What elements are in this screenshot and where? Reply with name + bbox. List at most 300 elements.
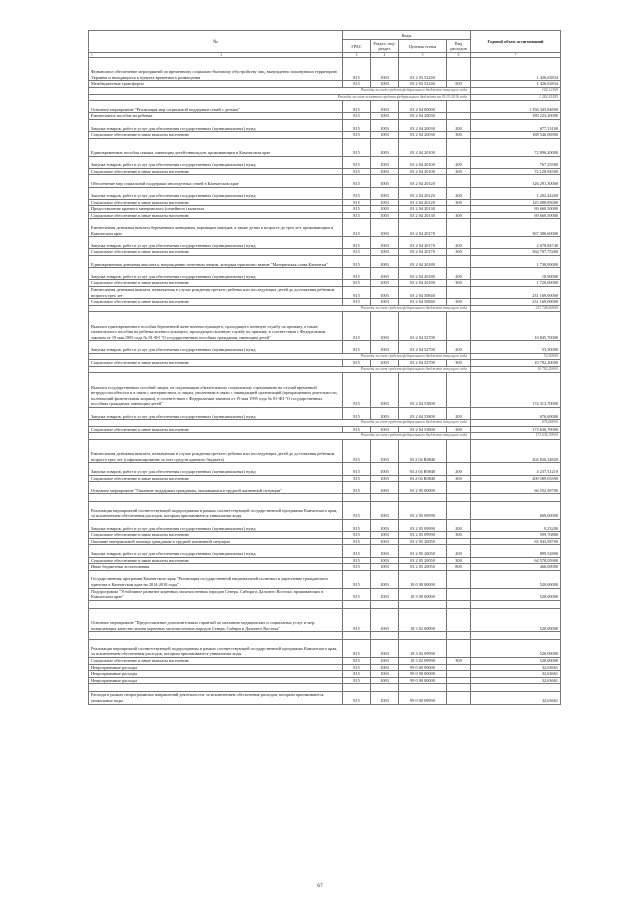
spacer-cell: [89, 684, 343, 692]
note-amount: 144,12369: [471, 87, 561, 94]
row-grbs: 815: [343, 212, 371, 219]
row-target: 03 2 04 50840: [399, 287, 447, 299]
colnum-4: 4: [371, 53, 399, 58]
row-amount: 466,00000: [471, 564, 561, 571]
row-amount: 9,23200: [471, 520, 561, 532]
row-amount: 126 291,30000: [471, 175, 561, 187]
row-target: 18 0 00 00000: [399, 570, 447, 588]
row-section: 1003: [371, 132, 399, 139]
spacer-cell: [343, 632, 371, 640]
row-amount: 520,00000: [471, 658, 561, 665]
row-target: 99 0 00 00000: [399, 671, 447, 678]
row-target: 03 2 03 52240: [399, 58, 447, 81]
row-section: 1003: [371, 538, 399, 545]
table-row: [89, 502, 561, 520]
table-row: [89, 692, 561, 704]
spacer-cell: [471, 632, 561, 640]
row-target: 03 2 04 20130: [399, 206, 447, 213]
row-expense-type: 300: [447, 360, 471, 367]
spacer-cell: [399, 494, 447, 502]
row-expense-type: 200: [447, 407, 471, 419]
row-expense-type: 300: [447, 475, 471, 482]
row-amount: 899,52800: [471, 545, 561, 557]
table-row: [89, 206, 561, 213]
spacer-cell: [89, 632, 343, 640]
row-expense-type: [447, 373, 471, 408]
row-section: 1003: [371, 58, 399, 81]
row-grbs: 815: [343, 312, 371, 341]
table-header: [89, 31, 561, 58]
table-row: [89, 212, 561, 219]
row-amount: 65 943,58700: [471, 538, 561, 545]
row-grbs: 815: [343, 557, 371, 564]
row-name: Социальное обеспечение и иные выплаты населению: [89, 168, 343, 175]
table-body: [89, 58, 561, 705]
row-target: 03 2 05 20050: [399, 545, 447, 557]
table-row: [89, 426, 561, 433]
row-section: 1003: [371, 439, 399, 462]
row-expense-type: [447, 640, 471, 658]
row-name: Оказание материальной помощи гражданам в трудной жизненной ситуации: [89, 538, 343, 545]
table-row: [89, 482, 561, 494]
table-row: [89, 439, 561, 462]
note-amount: 676,60000: [471, 420, 561, 427]
row-name: Социальное обеспечение и иные выплаты населению: [89, 475, 343, 482]
note-text: Расходы за счет средств федерального бюджета текущего года: [89, 420, 471, 427]
row-grbs: 815: [343, 475, 371, 482]
row-grbs: 815: [343, 249, 371, 256]
table-row: [89, 640, 561, 658]
row-grbs: 815: [343, 119, 371, 131]
table-spacer-row: [89, 494, 561, 502]
row-name: Ежемесячная денежная выплата, назначаемая в случае рождения третьего ребенка или последующих детей до достижения ребенком возраста трех лет (софинансирование за счет средств краевого бюджета): [89, 439, 343, 462]
row-expense-type: [447, 113, 471, 120]
row-section: 1003: [371, 475, 399, 482]
spacer-cell: [343, 684, 371, 692]
row-expense-type: [447, 671, 471, 678]
row-grbs: 815: [343, 280, 371, 287]
row-name: Основное мероприятие "Предоставление дополнительных гарантий по оказанию медицинских и социальных услуг и мер, повышающих качество жизни коренных малочисленных народов Севера, Сибири и Дальнего Востока": [89, 608, 343, 631]
row-name: Межбюджетные трансферты: [89, 81, 343, 88]
row-grbs: 815: [343, 588, 371, 600]
row-section: 1003: [371, 168, 399, 175]
row-grbs: 815: [343, 237, 371, 249]
spacer-cell: [471, 684, 561, 692]
table-row: [89, 175, 561, 187]
table-row: [89, 373, 561, 408]
row-grbs: 815: [343, 287, 371, 299]
row-expense-type: 200: [447, 119, 471, 131]
note-text: Расходы за счет средств федерального бюджета текущего года: [89, 87, 471, 94]
row-target: 03 2 04 20120: [399, 199, 447, 206]
row-grbs: 815: [343, 299, 371, 306]
row-amount: 676,60000: [471, 407, 561, 419]
row-target: 03 2 03 52240: [399, 81, 447, 88]
table-row: [89, 58, 561, 81]
row-expense-type: [447, 664, 471, 671]
spacer-cell: [371, 684, 399, 692]
note-amount: 10 792,20000: [471, 366, 561, 373]
table-note-row: [89, 366, 561, 373]
row-section: 1003: [371, 608, 399, 631]
table-note-row: [89, 94, 561, 101]
note-amount: 211 748,60000: [471, 305, 561, 312]
table-row: [89, 463, 561, 475]
row-amount: 173 636,70000: [471, 426, 561, 433]
table-row: [89, 520, 561, 532]
row-grbs: 815: [343, 187, 371, 199]
row-target: 03 2 04 20180: [399, 268, 447, 280]
row-target: 03 2 04 00000: [399, 101, 447, 113]
row-target: 18 3 02 09990: [399, 640, 447, 658]
row-name: Закупка товаров, работ и услуг для обеспечения государственных (муниципальных) нужд: [89, 119, 343, 131]
row-expense-type: 300: [447, 532, 471, 539]
row-grbs: 815: [343, 532, 371, 539]
row-target: 03 2 05 09990: [399, 520, 447, 532]
row-grbs: 815: [343, 671, 371, 678]
row-name: Основное мероприятие "Реализация мер социальной поддержки семей с детьми": [89, 101, 343, 113]
row-section: 1003: [371, 640, 399, 658]
colnum-7: 7: [471, 53, 561, 58]
row-section: 1003: [371, 138, 399, 156]
row-name: Закупка товаров, работ и услуг для обеспечения государственных (муниципальных) нужд: [89, 341, 343, 353]
row-name: Социальное обеспечение и иные выплаты населению: [89, 199, 343, 206]
row-amount: 599,76800: [471, 532, 561, 539]
row-target: 03 2 04 20180: [399, 280, 447, 287]
row-expense-type: 300: [447, 658, 471, 665]
row-section: 1003: [371, 101, 399, 113]
row-amount: 64 578,05900: [471, 557, 561, 564]
row-target: 03 2 05 20050: [399, 538, 447, 545]
row-amount: 189 223,20000: [471, 113, 561, 120]
row-name: Закупка товаров, работ и услуг для обеспечения государственных (муниципальных) нужд: [89, 187, 343, 199]
row-grbs: 815: [343, 502, 371, 520]
spacer-cell: [399, 632, 447, 640]
row-section: 1003: [371, 299, 399, 306]
spacer-cell: [447, 600, 471, 608]
row-section: 1003: [371, 119, 399, 131]
row-expense-type: [447, 538, 471, 545]
row-name: Обеспечение мер социальной поддержки многодетных семей в Камчатском крае: [89, 175, 343, 187]
spacer-cell: [471, 600, 561, 608]
table-row: [89, 168, 561, 175]
row-target: 03 2 04 R0840: [399, 463, 447, 475]
spacer-cell: [89, 494, 343, 502]
row-target: 03 2 05 20050: [399, 557, 447, 564]
table-row: [89, 119, 561, 131]
row-target: 03 2 04 20170: [399, 219, 447, 237]
row-grbs: 815: [343, 81, 371, 88]
row-expense-type: [447, 570, 471, 588]
row-grbs: 815: [343, 570, 371, 588]
row-grbs: 815: [343, 138, 371, 156]
row-grbs: 815: [343, 219, 371, 237]
row-expense-type: [447, 219, 471, 237]
row-amount: 10 792,20000: [471, 360, 561, 367]
row-name: Основное мероприятие "Оказание поддержки гражданам, оказавшимся в трудной жизненной ситуации": [89, 482, 343, 494]
row-target: 03 2 05 20050: [399, 564, 447, 571]
table-row: [89, 671, 561, 678]
row-target: 03 2 04 52700: [399, 360, 447, 367]
row-expense-type: 300: [447, 212, 471, 219]
row-name: Социальное обеспечение и иные выплаты населению: [89, 532, 343, 539]
table-row: [89, 138, 561, 156]
row-section: 1003: [371, 280, 399, 287]
table-row: [89, 557, 561, 564]
row-section: 1003: [371, 187, 399, 199]
row-expense-type: [447, 588, 471, 600]
row-target: 03 2 04 20170: [399, 237, 447, 249]
row-name: Социальное обеспечение и иные выплаты населению: [89, 658, 343, 665]
row-amount: 32,63661: [471, 671, 561, 678]
row-section: 1003: [371, 463, 399, 475]
row-name: Непрограммные расходы: [89, 664, 343, 671]
row-target: 03 2 04 53800: [399, 426, 447, 433]
header-number: №: [89, 31, 343, 53]
table-row: [89, 360, 561, 367]
row-section: 1003: [371, 219, 399, 237]
row-grbs: 815: [343, 373, 371, 408]
row-expense-type: [447, 287, 471, 299]
spacer-cell: [399, 600, 447, 608]
row-amount: 367 386,60000: [471, 219, 561, 237]
table-row: [89, 249, 561, 256]
row-target: 03 2 04 53800: [399, 373, 447, 408]
row-grbs: 815: [343, 360, 371, 367]
row-grbs: 815: [343, 156, 371, 168]
row-amount: 66 552,58700: [471, 482, 561, 494]
row-name: Предоставление краевого материнского (семейного) капитала: [89, 206, 343, 213]
table-row: [89, 677, 561, 684]
spacer-cell: [371, 632, 399, 640]
table-row: [89, 219, 561, 237]
budget-table: [88, 30, 561, 705]
row-grbs: 815: [343, 692, 371, 704]
row-name: Ежемесячная денежная выплата беременным женщинам, кормящим матерям, а также детям в возрасте до трех лет, проживающим в Камчатском крае: [89, 219, 343, 237]
table-row: [89, 280, 561, 287]
row-target: 03 2 04 R0840: [399, 439, 447, 462]
spacer-cell: [447, 684, 471, 692]
row-amount: 1 738,90000: [471, 256, 561, 268]
row-name: Социальное обеспечение и иные выплаты населению: [89, 132, 343, 139]
table-row: [89, 101, 561, 113]
table-row: [89, 132, 561, 139]
page-number: 67: [317, 883, 323, 889]
row-name: Реализация мероприятий соответствующей подпрограммы в рамках соответствующей государственной программы Камчатского края, за исключением обеспечения расходов, которым присваиваются уникальные коды: [89, 640, 343, 658]
row-grbs: 815: [343, 168, 371, 175]
row-amount: 32,63661: [471, 692, 561, 704]
row-amount: 32,63661: [471, 677, 561, 684]
row-section: 1003: [371, 237, 399, 249]
row-section: 1003: [371, 532, 399, 539]
row-name: Реализация мероприятий соответствующей подпрограммы в рамках соответствующей государственной программы Камчатского края, за исключением обеспечения расходов, которым присваиваются уникальные коды: [89, 502, 343, 520]
row-section: 1003: [371, 268, 399, 280]
row-amount: 125 088,85000: [471, 199, 561, 206]
spacer-cell: [399, 684, 447, 692]
row-name: Иные бюджетные ассигнования: [89, 564, 343, 571]
note-text: Расходы за счет средств федерального бюджета текущего года: [89, 366, 471, 373]
row-section: 1003: [371, 677, 399, 684]
row-grbs: 815: [343, 341, 371, 353]
row-expense-type: 500: [447, 81, 471, 88]
row-amount: 1 202,44260: [471, 187, 561, 199]
header-annual-volume: Годовой объем ассигнований: [471, 31, 561, 53]
row-expense-type: 300: [447, 299, 471, 306]
row-amount: 1 426,63834: [471, 58, 561, 81]
table-row: [89, 113, 561, 120]
row-name: Выплата единовременного пособия беременной жене военнослужащего, проходящего военную службу по призыву, а также ежемесячного пособия на ребенка военнослужащего, проходящего военную службу по призыву, в соответствии с Федеральным законом от 19 мая 1995 года № 81-ФЗ "О государственных пособиях гражданам, имеющим детей": [89, 312, 343, 341]
row-amount: 520,00000: [471, 570, 561, 588]
note-text: Расходы за счет средств федерального бюджета текущего года: [89, 433, 471, 440]
row-section: 1003: [371, 502, 399, 520]
row-target: 03 2 04 20030: [399, 132, 447, 139]
row-name: Выплата государственных пособий лицам, не подлежащим обязательному социальному страхованию на случай временной нетрудоспособности и в связи с материнством, и лицам, уволенным в связи с ликвидацией организаций (прекращением деятельности, полномочий физическими лицами), в соответствии с Федеральным законом от 19 мая 1995 года № 81-ФЗ "О государственных пособиях гражданам, имеющим детей": [89, 373, 343, 408]
row-target: 18 3 00 00000: [399, 588, 447, 600]
table-row: [89, 545, 561, 557]
row-expense-type: [447, 256, 471, 268]
row-expense-type: [447, 502, 471, 520]
row-expense-type: [447, 206, 471, 213]
table-row: [89, 268, 561, 280]
row-name: Ежемесячная денежная выплата, назначаемая в случае рождения третьего ребенка или последующих детей до достижения ребенком возраста трех лет: [89, 287, 343, 299]
table-spacer-row: [89, 632, 561, 640]
row-expense-type: 200: [447, 341, 471, 353]
row-section: 1003: [371, 212, 399, 219]
row-section: 1003: [371, 113, 399, 120]
row-grbs: 815: [343, 658, 371, 665]
row-target: 03 2 04 20120: [399, 175, 447, 187]
row-amount: 69 660,50000: [471, 206, 561, 213]
row-grbs: 815: [343, 206, 371, 213]
row-expense-type: 300: [447, 168, 471, 175]
table-row: [89, 341, 561, 353]
table-row: [89, 81, 561, 88]
row-target: 03 2 04 20100: [399, 138, 447, 156]
colnum-5: 5: [399, 53, 447, 58]
row-amount: 677,13100: [471, 119, 561, 131]
row-expense-type: [447, 482, 471, 494]
table-row: [89, 564, 561, 571]
row-target: 03 2 04 20120: [399, 187, 447, 199]
row-expense-type: [447, 677, 471, 684]
row-section: 1003: [371, 570, 399, 588]
row-amount: 231 169,00000: [471, 299, 561, 306]
row-grbs: 815: [343, 101, 371, 113]
row-expense-type: 300: [447, 280, 471, 287]
row-grbs: 815: [343, 113, 371, 120]
row-amount: 72 896,20000: [471, 138, 561, 156]
colnum-6: 6: [447, 53, 471, 58]
row-target: 03 2 04 20030: [399, 119, 447, 131]
row-section: 1003: [371, 81, 399, 88]
colnum-3: 3: [343, 53, 371, 58]
table-row: [89, 407, 561, 419]
row-target: 03 2 04 52700: [399, 312, 447, 341]
row-name: Единовременная денежная выплата к награждению почетным знаком, которым присвоено звание "Материнская слава Камчатки": [89, 256, 343, 268]
row-target: 99 0 00 00000: [399, 664, 447, 671]
table-row: [89, 287, 561, 299]
row-expense-type: [447, 175, 471, 187]
row-section: 1003: [371, 249, 399, 256]
row-grbs: 815: [343, 564, 371, 571]
row-section: 1003: [371, 373, 399, 408]
table-spacer-row: [89, 600, 561, 608]
row-section: 1003: [371, 426, 399, 433]
row-amount: 174 313,70000: [471, 373, 561, 408]
row-grbs: 815: [343, 677, 371, 684]
table-note-row: [89, 305, 561, 312]
row-grbs: 815: [343, 256, 371, 268]
row-amount: 32,63661: [471, 664, 561, 671]
row-expense-type: 200: [447, 520, 471, 532]
row-target: 03 2 04 20180: [399, 256, 447, 268]
row-name: Закупка товаров, работ и услуг для обеспечения государственных (муниципальных) нужд: [89, 268, 343, 280]
row-grbs: 815: [343, 520, 371, 532]
table-note-row: [89, 87, 561, 94]
row-section: 1003: [371, 312, 399, 341]
row-name: Финансовое обеспечение мероприятий по временному социально-бытовому обустройству лиц, вынужденно покинувших территорию Украины и находящихся в пунктах временного размещения: [89, 58, 343, 81]
table-row: [89, 658, 561, 665]
row-amount: 1 358 345,84690: [471, 101, 561, 113]
row-grbs: 815: [343, 664, 371, 671]
spacer-cell: [447, 632, 471, 640]
note-amount: 173 636,70000: [471, 433, 561, 440]
row-name: Социальное обеспечение и иные выплаты населению: [89, 360, 343, 367]
row-amount: 767,25500: [471, 156, 561, 168]
row-amount: 72 128,94500: [471, 168, 561, 175]
row-section: 1003: [371, 671, 399, 678]
row-name: Закупка товаров, работ и услуг для обеспечения государственных (муниципальных) нужд: [89, 463, 343, 475]
row-expense-type: [447, 138, 471, 156]
header-grbs: ГРБС: [343, 40, 371, 53]
row-expense-type: 200: [447, 156, 471, 168]
row-amount: 4 237,31210: [471, 463, 561, 475]
note-amount: 1 282,41285: [471, 94, 561, 101]
row-amount: 200 589,03390: [471, 475, 561, 482]
row-section: 1003: [371, 360, 399, 367]
row-amount: 2 678,84740: [471, 237, 561, 249]
row-section: 1003: [371, 564, 399, 571]
row-section: 1003: [371, 520, 399, 532]
table-row: [89, 199, 561, 206]
row-section: 1003: [371, 341, 399, 353]
row-grbs: 815: [343, 175, 371, 187]
spacer-cell: [371, 600, 399, 608]
table-row: [89, 538, 561, 545]
note-text: Расходы за счет остатков средств федерального бюджета на 01.01.2016 года: [89, 94, 471, 101]
row-amount: 520,00000: [471, 640, 561, 658]
row-grbs: 815: [343, 640, 371, 658]
row-grbs: 815: [343, 58, 371, 81]
row-expense-type: [447, 101, 471, 113]
row-grbs: 815: [343, 545, 371, 557]
row-target: 03 2 04 20100: [399, 168, 447, 175]
row-name: Социальное обеспечение и иные выплаты населению: [89, 299, 343, 306]
row-name: Государственная программа Камчатского края "Реализация государственной национальной политики и укрепление гражданского единства в Камчатском крае на 2014-2018 годы": [89, 570, 343, 588]
row-name: Социальное обеспечение и иные выплаты населению: [89, 249, 343, 256]
row-grbs: 815: [343, 426, 371, 433]
row-target: 03 2 04 50840: [399, 299, 447, 306]
table-row: [89, 664, 561, 671]
row-target: 99 0 00 00000: [399, 677, 447, 684]
row-amount: 231 169,00000: [471, 287, 561, 299]
note-amount: 53,50000: [471, 353, 561, 360]
colnum-1: 1 2: [89, 53, 343, 58]
header-section: Раздел, под-раздел: [371, 40, 399, 53]
row-target: 99 0 00 09990: [399, 692, 447, 704]
row-name: Социальное обеспечение и иные выплаты населению: [89, 280, 343, 287]
row-name: Непрограммные расходы: [89, 677, 343, 684]
